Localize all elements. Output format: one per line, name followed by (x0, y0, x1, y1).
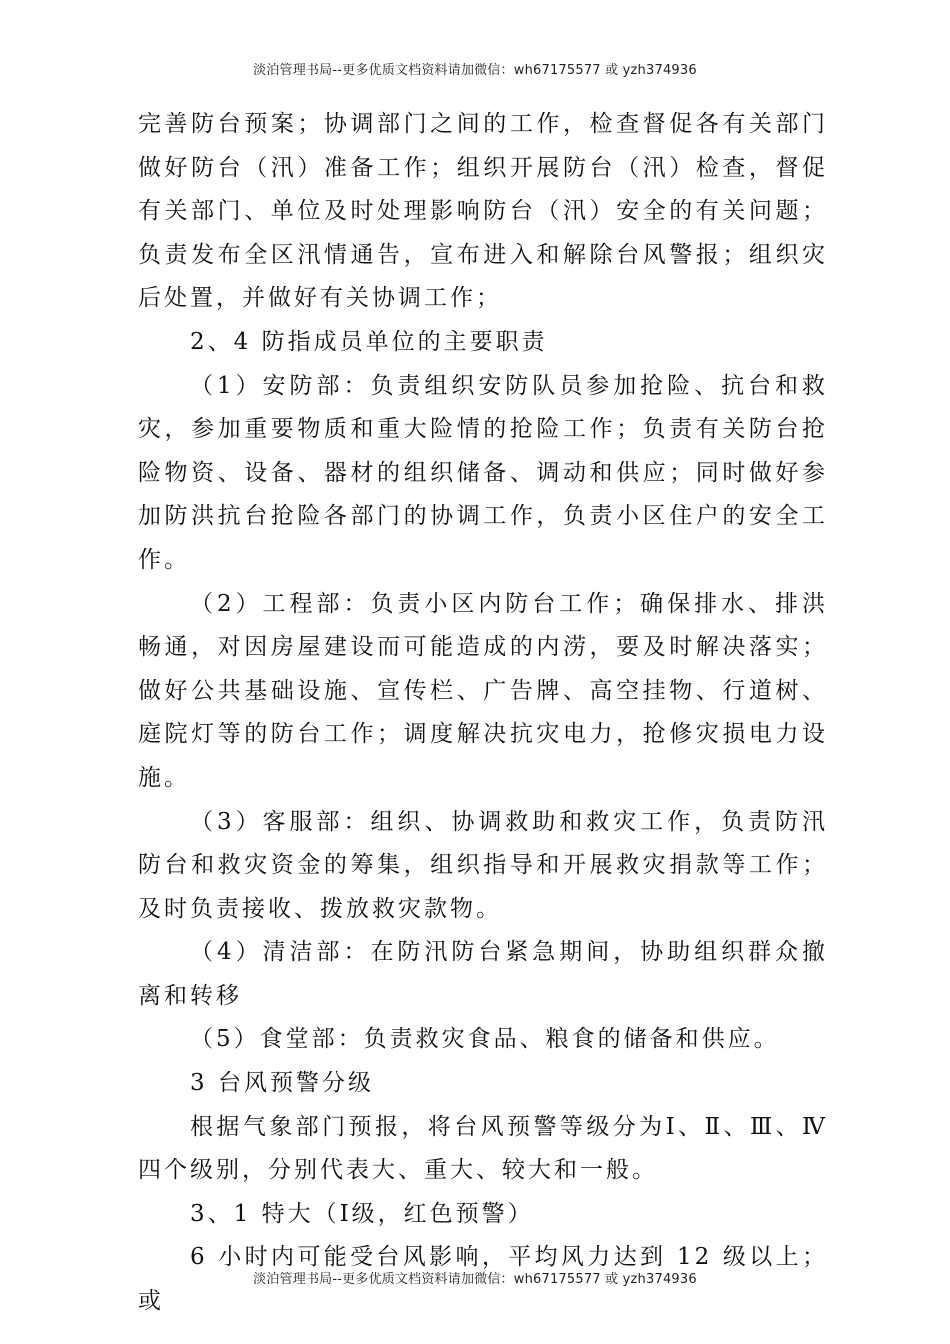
paragraph-security-dept: （1）安防部：负责组织安防队员参加抢险、抗台和救灾，参加重要物质和重大险情的抢险工作；负责有关防台抢险物资、设备、器材的组织储备、调动和供应；同时做好参加防洪抗台抢险各部门的协调工作，负责小区住户的安全工作。 (138, 372, 828, 573)
page-header: 淡泊管理书局--更多优质文档资料请加微信：wh67175577 或 yzh374936 (253, 63, 697, 78)
heading-3-1: 3、1 特大（Ⅰ级，红色预警） (190, 1200, 534, 1227)
paragraph-warning-levels: 根据气象部门预报，将台风预警等级分为Ⅰ、Ⅱ、Ⅲ、Ⅳ四个级别，分别代表大、重大、较大和一般。 (138, 1113, 828, 1184)
paragraph-intro: 完善防台预案；协调部门之间的工作，检查督促各有关部门做好防台（汛）准备工作；组织开展防台（汛）检查，督促有关部门、单位及时处理影响防台（汛）安全的有关问题；负责发布全区汛情通告，宣布进入和解除台风警报；组织灾后处置，并做好有关协调工作； (138, 111, 828, 312)
heading-2-4: 2、4 防指成员单位的主要职责 (190, 328, 548, 355)
paragraph-customer-service-dept: （3）客服部：组织、协调救助和救灾工作，负责防汛防台和救灾资金的筹集，组织指导和开展救灾捐款等工作；及时负责接收、拨放救灾款物。 (138, 808, 828, 922)
heading-3: 3 台风预警分级 (190, 1070, 374, 1097)
paragraph-red-warning: 6 小时内可能受台风影响，平均风力达到 12 级以上；或 (138, 1244, 828, 1315)
page-footer: 淡泊管理书局--更多优质文档资料请加微信：wh67175577 或 yzh374936 (253, 1272, 697, 1287)
paragraph-canteen-dept: （5）食堂部：负责救灾食品、粮食的储备和供应。 (190, 1026, 780, 1053)
paragraph-engineering-dept: （2）工程部：负责小区内防台工作；确保排水、排洪畅通，对因房屋建设而可能造成的内涝，要及时解决落实；做好公共基础设施、宣传栏、广告牌、高空挂物、行道树、庭院灯等的防台工作；调度解决抗灾电力，抢修灾损电力设施。 (138, 590, 828, 791)
paragraph-cleaning-dept: （4）清洁部：在防汛防台紧急期间，协助组织群众撤离和转移 (138, 939, 828, 1009)
document-body (138, 103, 828, 1324)
